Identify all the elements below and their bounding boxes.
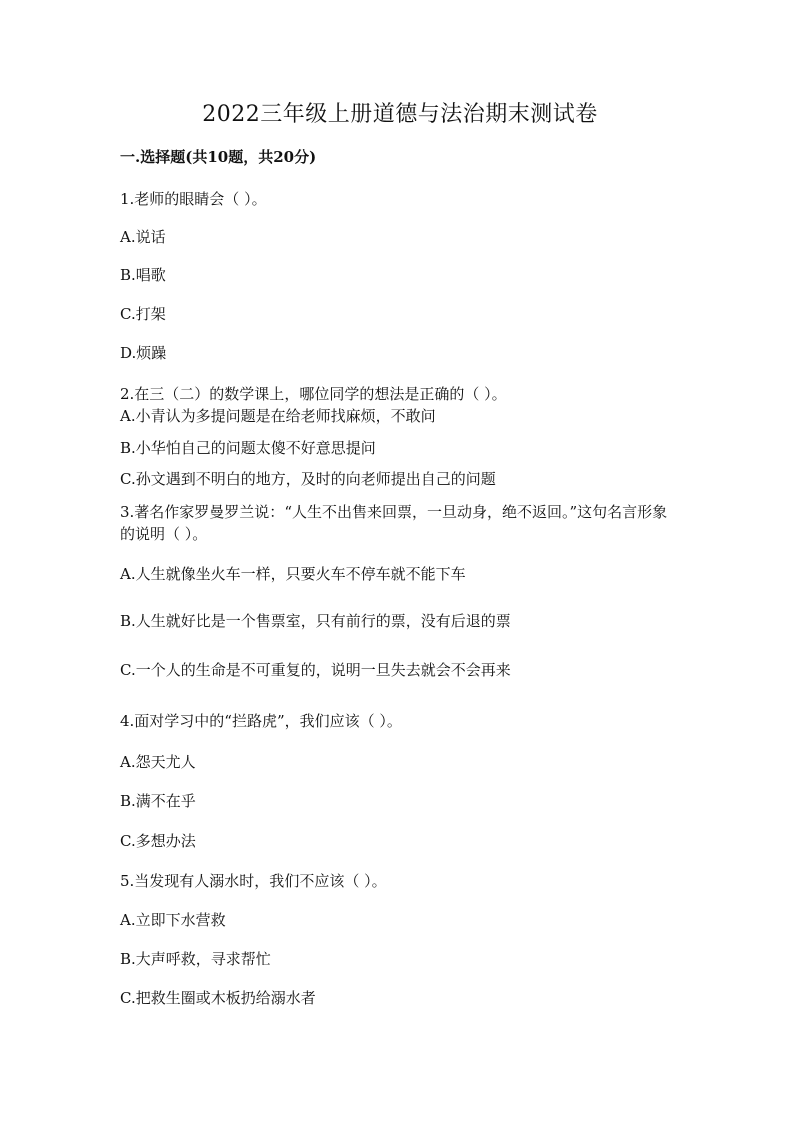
question-5-stem: 5.当发现有人溺水时，我们不应该（ ）。 (120, 872, 387, 890)
question-1-option-d: D.烦躁 (120, 344, 167, 362)
question-1-stem: 1.老师的眼睛会（ ）。 (120, 190, 267, 208)
question-4-option-b: B.满不在乎 (120, 792, 196, 810)
question-3-option-b: B.人生就好比是一个售票室，只有前行的票，没有后退的票 (120, 612, 511, 630)
question-4-stem: 4.面对学习中的“拦路虎”，我们应该（ ）。 (120, 712, 402, 730)
question-4-option-c: C.多想办法 (120, 832, 196, 850)
question-2-stem: 2.在三（二）的数学课上，哪位同学的想法是正确的（ ）。 (120, 385, 507, 403)
question-1-option-a: A.说话 (120, 228, 166, 246)
page-title: 2022三年级上册道德与法治期末测试卷 (202, 102, 598, 127)
question-5-option-b: B.大声呼救，寻求帮忙 (120, 950, 271, 968)
section-heading: 一.选择题(共10题，共20分) (120, 148, 317, 166)
question-2-option-a: A.小青认为多提问题是在给老师找麻烦，不敢问 (120, 407, 436, 425)
question-3-stem: 3.著名作家罗曼罗兰说：“人生不出售来回票，一旦动身，绝不返回。”这句名言形象的说明（ ）。 (120, 503, 668, 543)
question-1-option-c: C.打架 (120, 305, 166, 323)
question-1-option-b: B.唱歌 (120, 266, 166, 284)
question-5-option-a: A.立即下水营救 (120, 911, 226, 929)
question-5-option-c: C.把救生圈或木板扔给溺水者 (120, 989, 316, 1007)
question-2-option-b: B.小华怕自己的问题太傻不好意思提问 (120, 439, 376, 457)
question-3-option-a: A.人生就像坐火车一样，只要火车不停车就不能下车 (120, 565, 466, 583)
question-3-option-c: C.一个人的生命是不可重复的，说明一旦失去就会不会再来 (120, 661, 511, 679)
question-2-option-c: C.孙文遇到不明白的地方，及时的向老师提出自己的问题 (120, 470, 496, 488)
question-4-option-a: A.怨天尤人 (120, 753, 196, 771)
